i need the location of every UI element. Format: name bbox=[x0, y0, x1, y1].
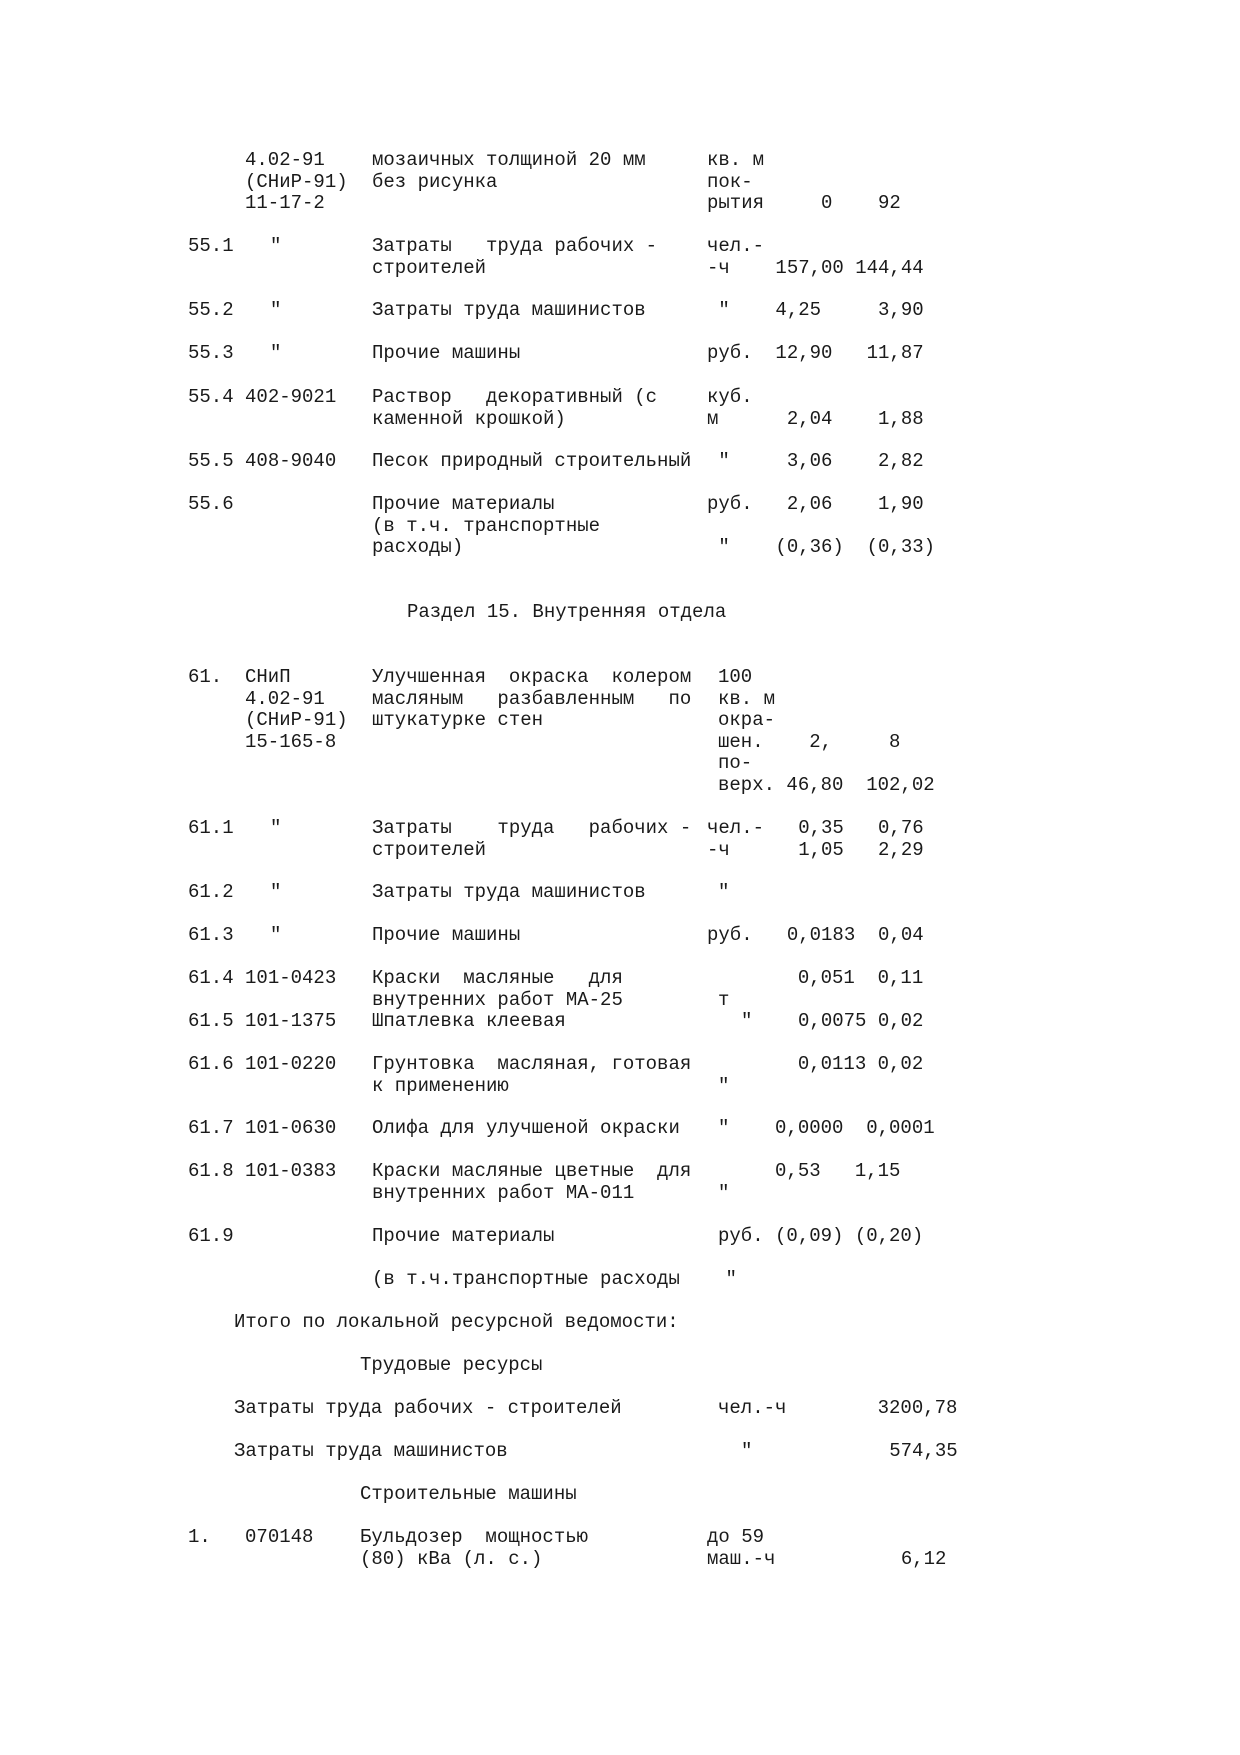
unit-values-cell: руб. 2,06 1,90 " (0,36) (0,33) bbox=[707, 493, 936, 559]
description-cell: (в т.ч.транспортные расходы " bbox=[372, 1268, 737, 1290]
row-number: 55.6 bbox=[188, 493, 234, 515]
row-number: 1. 070148 bbox=[188, 1526, 314, 1548]
description-cell: Краски масляные для внутренних работ МА-25 bbox=[372, 967, 623, 1011]
row-number: 61.6 101-0220 bbox=[188, 1053, 337, 1075]
description-cell: Прочие материалы bbox=[372, 1225, 555, 1247]
code-cell: " bbox=[270, 817, 282, 839]
description-cell: Затраты труда машинистов bbox=[372, 881, 646, 903]
unit-values-cell: " 3,06 2,82 bbox=[707, 450, 924, 472]
description-cell: Олифа для улучшеной окраски bbox=[372, 1117, 680, 1139]
subsection-heading: Строительные машины bbox=[360, 1483, 577, 1505]
row-number: 61.8 101-0383 bbox=[188, 1160, 337, 1182]
description-cell: Бульдозер мощностью (80) кВа (л. с.) bbox=[360, 1526, 589, 1570]
row-number: 61.3 bbox=[188, 924, 234, 946]
code-cell: " bbox=[270, 881, 282, 903]
row-number: 61.9 bbox=[188, 1225, 234, 1247]
description-cell: Затраты труда рабочих - строителей bbox=[372, 817, 692, 861]
row-number: 61.5 101-1375 bbox=[188, 1010, 337, 1032]
subsection-heading: Трудовые ресурсы bbox=[360, 1354, 543, 1376]
unit-values-cell: 0,051 0,11 т bbox=[718, 967, 924, 1011]
row-number: 61.7 101-0630 bbox=[188, 1117, 337, 1139]
row-number: 61.4 101-0423 bbox=[188, 967, 337, 989]
row-number: 61. bbox=[188, 666, 223, 688]
description-cell: Раствор декоративный (с каменной крошкой) bbox=[372, 386, 658, 430]
row-number: 61.2 bbox=[188, 881, 234, 903]
unit-values-cell: руб. 12,90 11,87 bbox=[707, 342, 924, 364]
unit-values-cell: " 0,0075 0,02 bbox=[741, 1010, 924, 1032]
description-cell: Затраты труда машинистов bbox=[372, 299, 646, 321]
row-number: 55.3 bbox=[188, 342, 234, 364]
summary-label: Затраты труда машинистов bbox=[234, 1440, 508, 1462]
description-cell: Прочие машины bbox=[372, 924, 521, 946]
summary-value: чел.-ч 3200,78 bbox=[718, 1397, 958, 1419]
description-cell: Прочие машины bbox=[372, 342, 521, 364]
unit-values-cell: " 4,25 3,90 bbox=[707, 299, 924, 321]
unit-values-cell: куб. м 2,04 1,88 bbox=[707, 386, 924, 430]
code-cell: " bbox=[270, 235, 282, 257]
unit-values-cell: руб. (0,09) (0,20) bbox=[718, 1225, 924, 1247]
unit-values-cell: " bbox=[718, 881, 730, 903]
unit-values-cell: 0,0113 0,02 " bbox=[718, 1053, 924, 1097]
unit-values-cell: до 59 маш.-ч 6,12 bbox=[707, 1526, 947, 1570]
code-cell: 4.02-91 (СНиР-91) 11-17-2 bbox=[245, 149, 348, 215]
summary-value: " 574,35 bbox=[741, 1440, 958, 1462]
unit-values-cell: 0,53 1,15 " bbox=[718, 1160, 901, 1204]
code-cell: " bbox=[270, 342, 282, 364]
unit-values-cell: руб. 0,0183 0,04 bbox=[707, 924, 924, 946]
row-number: 55.1 bbox=[188, 235, 234, 257]
summary-heading: Итого по локальной ресурсной ведомости: bbox=[234, 1311, 679, 1333]
description-cell: Затраты труда рабочих - строителей bbox=[372, 235, 658, 279]
row-number: 55.5 408-9040 bbox=[188, 450, 337, 472]
description-cell: Грунтовка масляная, готовая к применению bbox=[372, 1053, 692, 1097]
unit-values-cell: 100 кв. м окра- шен. 2, 8 по- верх. 46,80 102,02 bbox=[718, 666, 935, 796]
code-cell: СНиП 4.02-91 (СНиР-91) 15-165-8 bbox=[245, 666, 348, 753]
description-cell: Улучшенная окраска колером масляным разбавленным по штукатурке стен bbox=[372, 666, 692, 732]
section-heading: Раздел 15. Внутренняя отдела bbox=[407, 601, 727, 623]
summary-label: Затраты труда рабочих - строителей bbox=[234, 1397, 622, 1419]
row-number: 55.4 402-9021 bbox=[188, 386, 337, 408]
unit-values-cell: кв. м пок- рытия 0 92 bbox=[707, 149, 901, 215]
description-cell: Шпатлевка клеевая bbox=[372, 1010, 566, 1032]
code-cell: " bbox=[270, 924, 282, 946]
code-cell: " bbox=[270, 299, 282, 321]
description-cell: Краски масляные цветные для внутренних работ МА-011 bbox=[372, 1160, 692, 1204]
row-number: 61.1 bbox=[188, 817, 234, 839]
unit-values-cell: чел.- -ч 157,00 144,44 bbox=[707, 235, 924, 279]
description-cell: Песок природный строительный bbox=[372, 450, 692, 472]
description-cell: Прочие материалы (в т.ч. транспортные расходы) bbox=[372, 493, 601, 559]
unit-values-cell: чел.- 0,35 0,76 -ч 1,05 2,29 bbox=[707, 817, 924, 861]
description-cell: мозаичных толщиной 20 мм без рисунка bbox=[372, 149, 646, 193]
row-number: 55.2 bbox=[188, 299, 234, 321]
unit-values-cell: " 0,0000 0,0001 bbox=[718, 1117, 935, 1139]
